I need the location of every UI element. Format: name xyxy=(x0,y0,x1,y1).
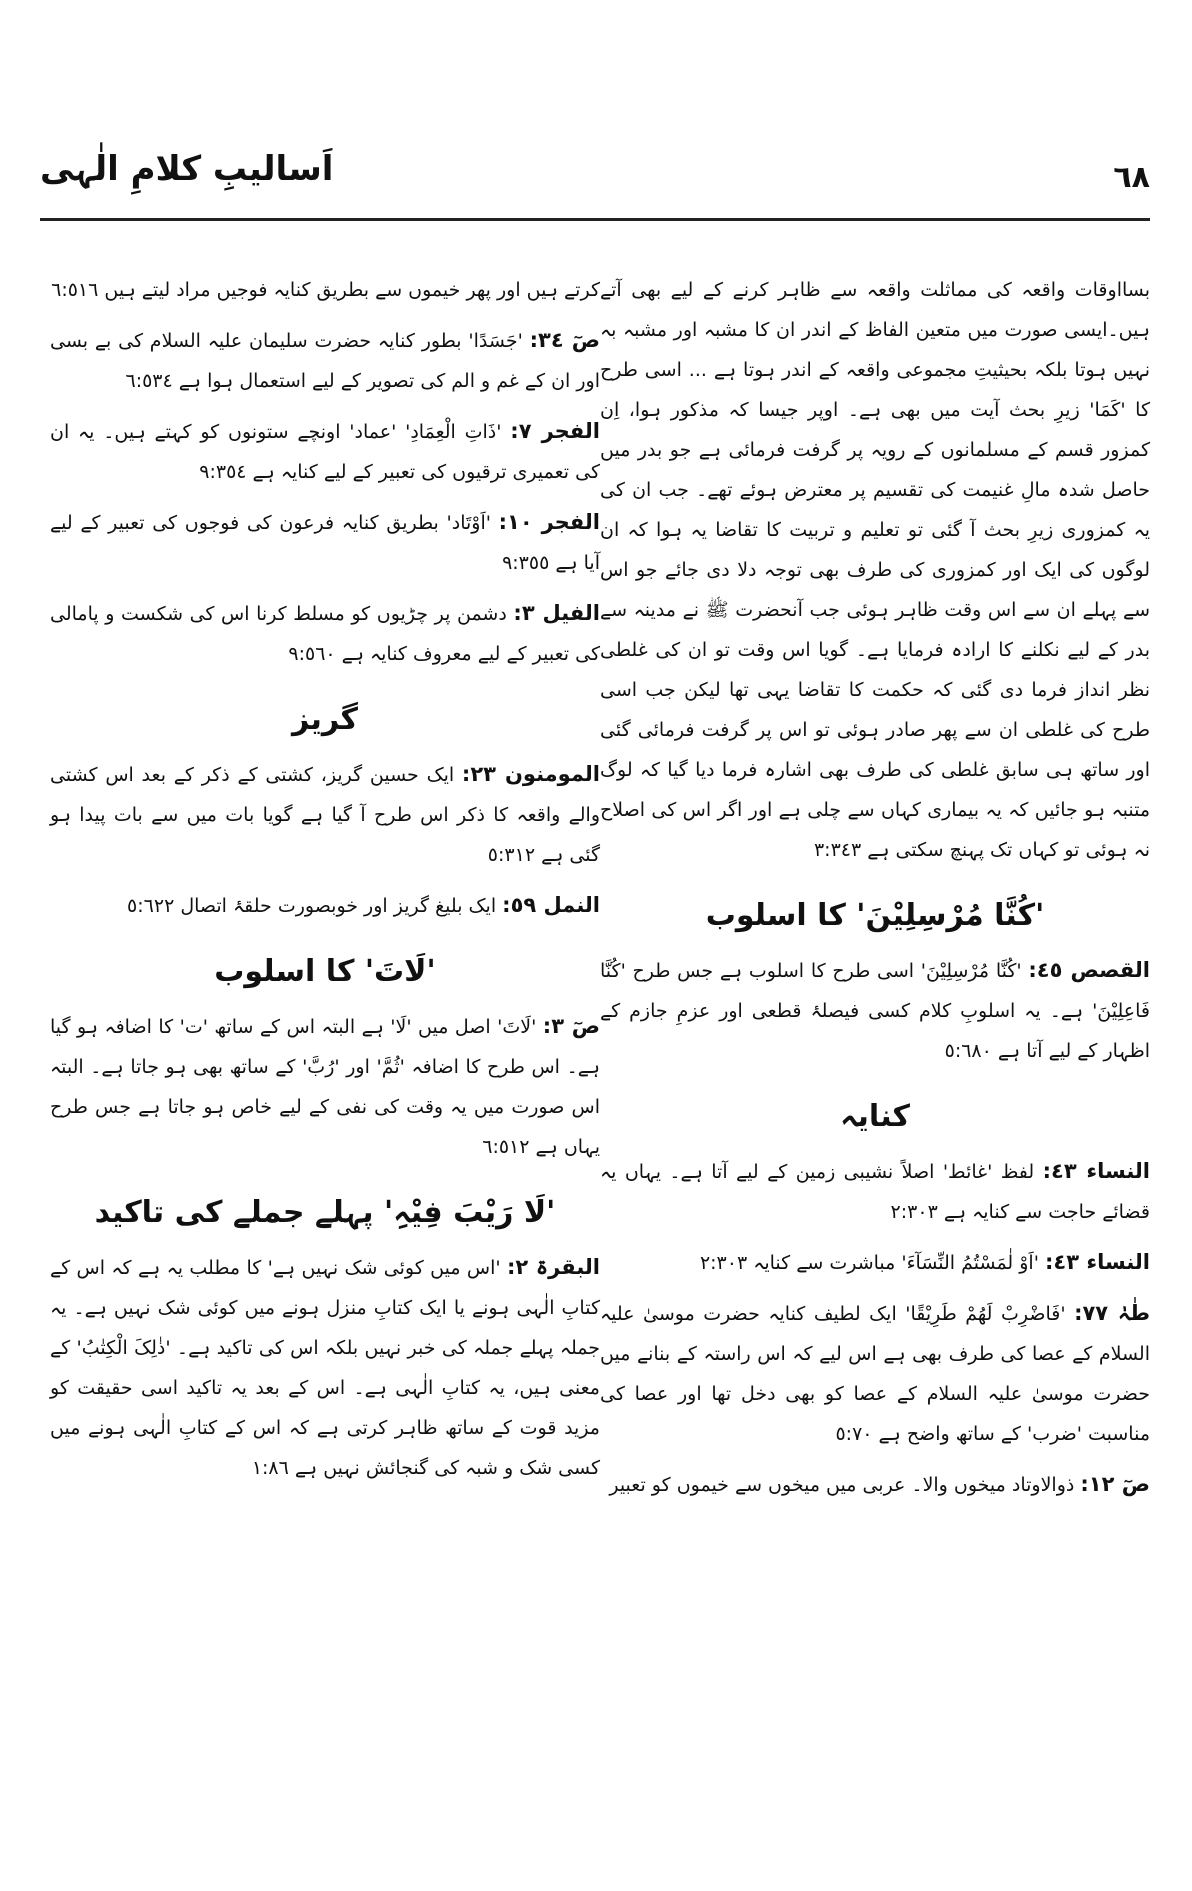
section-heading-guraiz: گریز xyxy=(291,702,359,737)
paragraph-text: 'ذَاتِ الْعِمَادِ' 'عماد' اونچے ستونوں کو کہتے ہیں۔ یہ ان کی تعمیری ترقیوں کی تعبیر کے لیے کنایہ ہے ٩:٣٥٤ xyxy=(50,421,600,483)
paragraph xyxy=(50,411,600,492)
paragraph xyxy=(600,1464,1150,1505)
section-heading-kunna-mursilin: 'کُنَّا مُرْسِلِیْنَ' کا اسلوب xyxy=(705,898,1045,933)
verse-reference: صٓ ١٢: xyxy=(1080,1472,1150,1496)
paragraph-text: 'کُنَّا مُرْسِلِیْنَ' اسی طرح کا اسلوب ہے جس طرح 'کُنَّا فَاعِلِیْنَ' ہے۔ یہ اسلوبِ کلام کسی فیصلۂ قطعی اور عزمِ جازم کے اظہار کے لیے آتا ہے ٥:٦٨٠ xyxy=(600,960,1150,1062)
verse-reference: طٰہٰ ٧٧: xyxy=(1074,1301,1150,1325)
paragraph-text: 'اَوْ لٰمَسْتُمُ النِّسَآءَ' مباشرت سے کنایہ ٢:٣٠٣ xyxy=(699,1252,1039,1274)
paragraph: کرتے ہیں اور پھر خیموں سے بطریق کنایہ فوجیں مراد لیتے ہیں ٦:٥١٦ xyxy=(51,279,600,301)
paragraph xyxy=(50,885,600,926)
verse-reference: صٓ ٣: xyxy=(542,1014,600,1038)
verse-reference: النساء ٤٣: xyxy=(1042,1159,1150,1183)
paragraph xyxy=(600,1293,1150,1454)
paragraph-text: 'اس میں کوئی شک نہیں ہے' کا مطلب یہ ہے کہ اس کے کتابِ الٰہی ہونے یا ایک کتابِ منزل ہونے میں کوئی شک نہیں ہے۔ یہ جملہ پہلے جملہ کی خبر نہیں بلکہ اس کی تاکید ہے۔ 'ذٰلِکَ الْکِتٰبُ' کے معنی ہیں، یہ کتابِ الٰہی ہے۔ اس کے بعد یہ تاکید اسی حقیقت کو مزید قوت کے ساتھ ظاہر کرتی ہے کہ اس کے کتابِ الٰہی ہونے میں کسی شک و شبہ کی گنجائش نہیں ہے ١:٨٦ xyxy=(50,1257,600,1479)
verse-reference: الفجر ٧: xyxy=(510,419,600,443)
paragraph-text: ایک بلیغ گریز اور خوبصورت حلقۂ اتصال ٥:٦٢٢ xyxy=(127,895,497,917)
verse-reference: النمل ٥٩: xyxy=(502,893,600,917)
paragraph-text: 'جَسَدًا' بطور کنایہ حضرت سلیمان علیہ السلام کی بے بسی اور ان کے غم و الم کی تصویر کے لیے استعمال ہوا ہے ٦:٥٣٤ xyxy=(50,330,600,392)
paragraph xyxy=(50,1006,600,1167)
paragraph xyxy=(50,502,600,583)
page-header xyxy=(40,140,1150,220)
paragraph xyxy=(50,754,600,875)
verse-reference: صٓ ٣٤: xyxy=(529,328,600,352)
section-heading-la-raib-fihi: 'لَا رَیْبَ فِیْہِ' پہلے جملے کی تاکید xyxy=(94,1195,556,1230)
paragraph xyxy=(50,1247,600,1488)
paragraph xyxy=(600,950,1150,1071)
paragraph xyxy=(600,1151,1150,1232)
header-rule xyxy=(40,218,1150,221)
verse-reference: النساء ٤٣: xyxy=(1044,1250,1150,1274)
page-number: ٦٨ xyxy=(1113,160,1150,195)
left-column xyxy=(50,270,600,1498)
paragraph xyxy=(50,320,600,401)
verse-reference: الفیل ٣: xyxy=(513,601,601,625)
paragraph-text: 'لَاتَ' اصل میں 'لَا' ہے البتہ اس کے ساتھ 'ت' کا اضافہ ہو گیا ہے۔ اس طرح کا اضافہ 'ثُمَّ' اور 'رُبَّ' کے ساتھ بھی ہو جاتا ہے۔ البتہ اس صورت میں یہ وقت کی نفی کے لیے خاص ہو جاتا ہے جس طرح یہاں ہے ٦:٥١٢ xyxy=(50,1016,600,1158)
paragraph: بسااوقات واقعہ کی مماثلت واقعہ سے ظاہر کرنے کے لیے بھی آتے ہیں۔ایسی صورت میں متعین الفاظ کے اندر ان کا مشبہ اور مشبہ بہ نہیں ہوتا بلکہ بحیثیتِ مجموعی واقعہ کے اندر ہوتا ہے ... اسی طرح کا 'کَمَا' زیرِ بحث آیت میں بھی ہے۔ اوپر جیسا کہ مذکور ہوا، اِن کمزور قسم کے مسلمانوں کے رویہ پر گرفت فرمائی ہے جو بدر میں حاصل شدہ مالِ غنیمت کی تقسیم پر معترض ہوئے تھے۔ جب ان کی یہ کمزوری زیرِ بحث آ گئی تو تعلیم و تربیت کا تقاضا یہ ہوا کہ ان لوگوں کی ایک اور کمزوری کی طرف بھی توجہ دلا دی جائے جو اس سے پہلے ان سے اس وقت ظاہر ہوئی جب آنحضرت ﷺ نے مدینہ سے بدر کے لیے نکلنے کا ارادہ فرمایا ہے۔ گویا اس وقت تو ان کی غلطی نظر انداز فرما دی گئی کہ حکمت کا تقاضا یہی تھا لیکن جب اسی طرح کی غلطی ان سے پھر صادر ہوئی تو اس پر گرفت فرمائی گئی اور ساتھ ہی سابق غلطی کی طرف بھی اشارہ فرما دیا گیا کہ لوگ متنبہ ہو جائیں کہ یہ بیماری کہاں سے چلی ہے اور اگر اس کی اصلاح نہ ہوئی تو کہاں تک پہنچ سکتی ہے ٣:٣٤٣ xyxy=(600,279,1150,861)
paragraph-text: 'اَوْتَاد' بطریق کنایہ فرعون کی فوجوں کی تعبیر کے لیے آیا ہے ٩:٣٥٥ xyxy=(50,512,600,574)
running-title: اَسالیبِ کلامِ الٰہی xyxy=(40,149,334,189)
right-column xyxy=(600,270,1150,1515)
paragraph xyxy=(600,1242,1150,1283)
paragraph-text: 'فَاضْرِبْ لَھُمْ طَرِیْقًا' ایک لطیف کنایہ حضرت موسیٰ علیہ السلام کے عصا کی طرف بھی ہے اس لیے کہ اس راستہ کے بنانے میں حضرت موسیٰ علیہ السلام کے عصا کو بھی دخل تھا اور عصا کی مناسبت 'ضرب' کے ساتھ واضح ہے ٥:٧٠ xyxy=(600,1303,1150,1445)
paragraph-text: دشمن پر چڑیوں کو مسلط کرنا اس کی شکست و پامالی کی تعبیر کے لیے معروف کنایہ ہے ٩:٥٦٠ xyxy=(50,603,600,665)
section-heading-kinaya: کنایہ xyxy=(840,1099,910,1134)
section-heading-lata: 'لَاتَ' کا اسلوب xyxy=(214,954,436,989)
verse-reference: الفجر ١٠: xyxy=(498,510,600,534)
paragraph xyxy=(50,593,600,674)
paragraph-text: ذوالاوتاد میخوں والا۔ عربی میں میخوں سے خیموں کو تعبیر xyxy=(609,1474,1075,1496)
verse-reference: القصص ٤٥: xyxy=(1028,958,1150,982)
verse-reference: المومنون ٢٣: xyxy=(461,762,600,786)
paragraph-text: ایک حسین گریز، کشتی کے ذکر کے بعد اس کشتی والے واقعہ کا ذکر اس طرح آ گیا ہے گویا بات میں سے بات پیدا ہو گئی ہے ٥:٣١٢ xyxy=(50,764,600,866)
verse-reference: البقرۃ ٢: xyxy=(506,1255,600,1279)
paragraph-text: لفظ 'غائط' اصلاً نشیبی زمین کے لیے آتا ہے۔ یہاں یہ قضائے حاجت سے کنایہ ہے ٢:٣٠٣ xyxy=(600,1161,1150,1223)
